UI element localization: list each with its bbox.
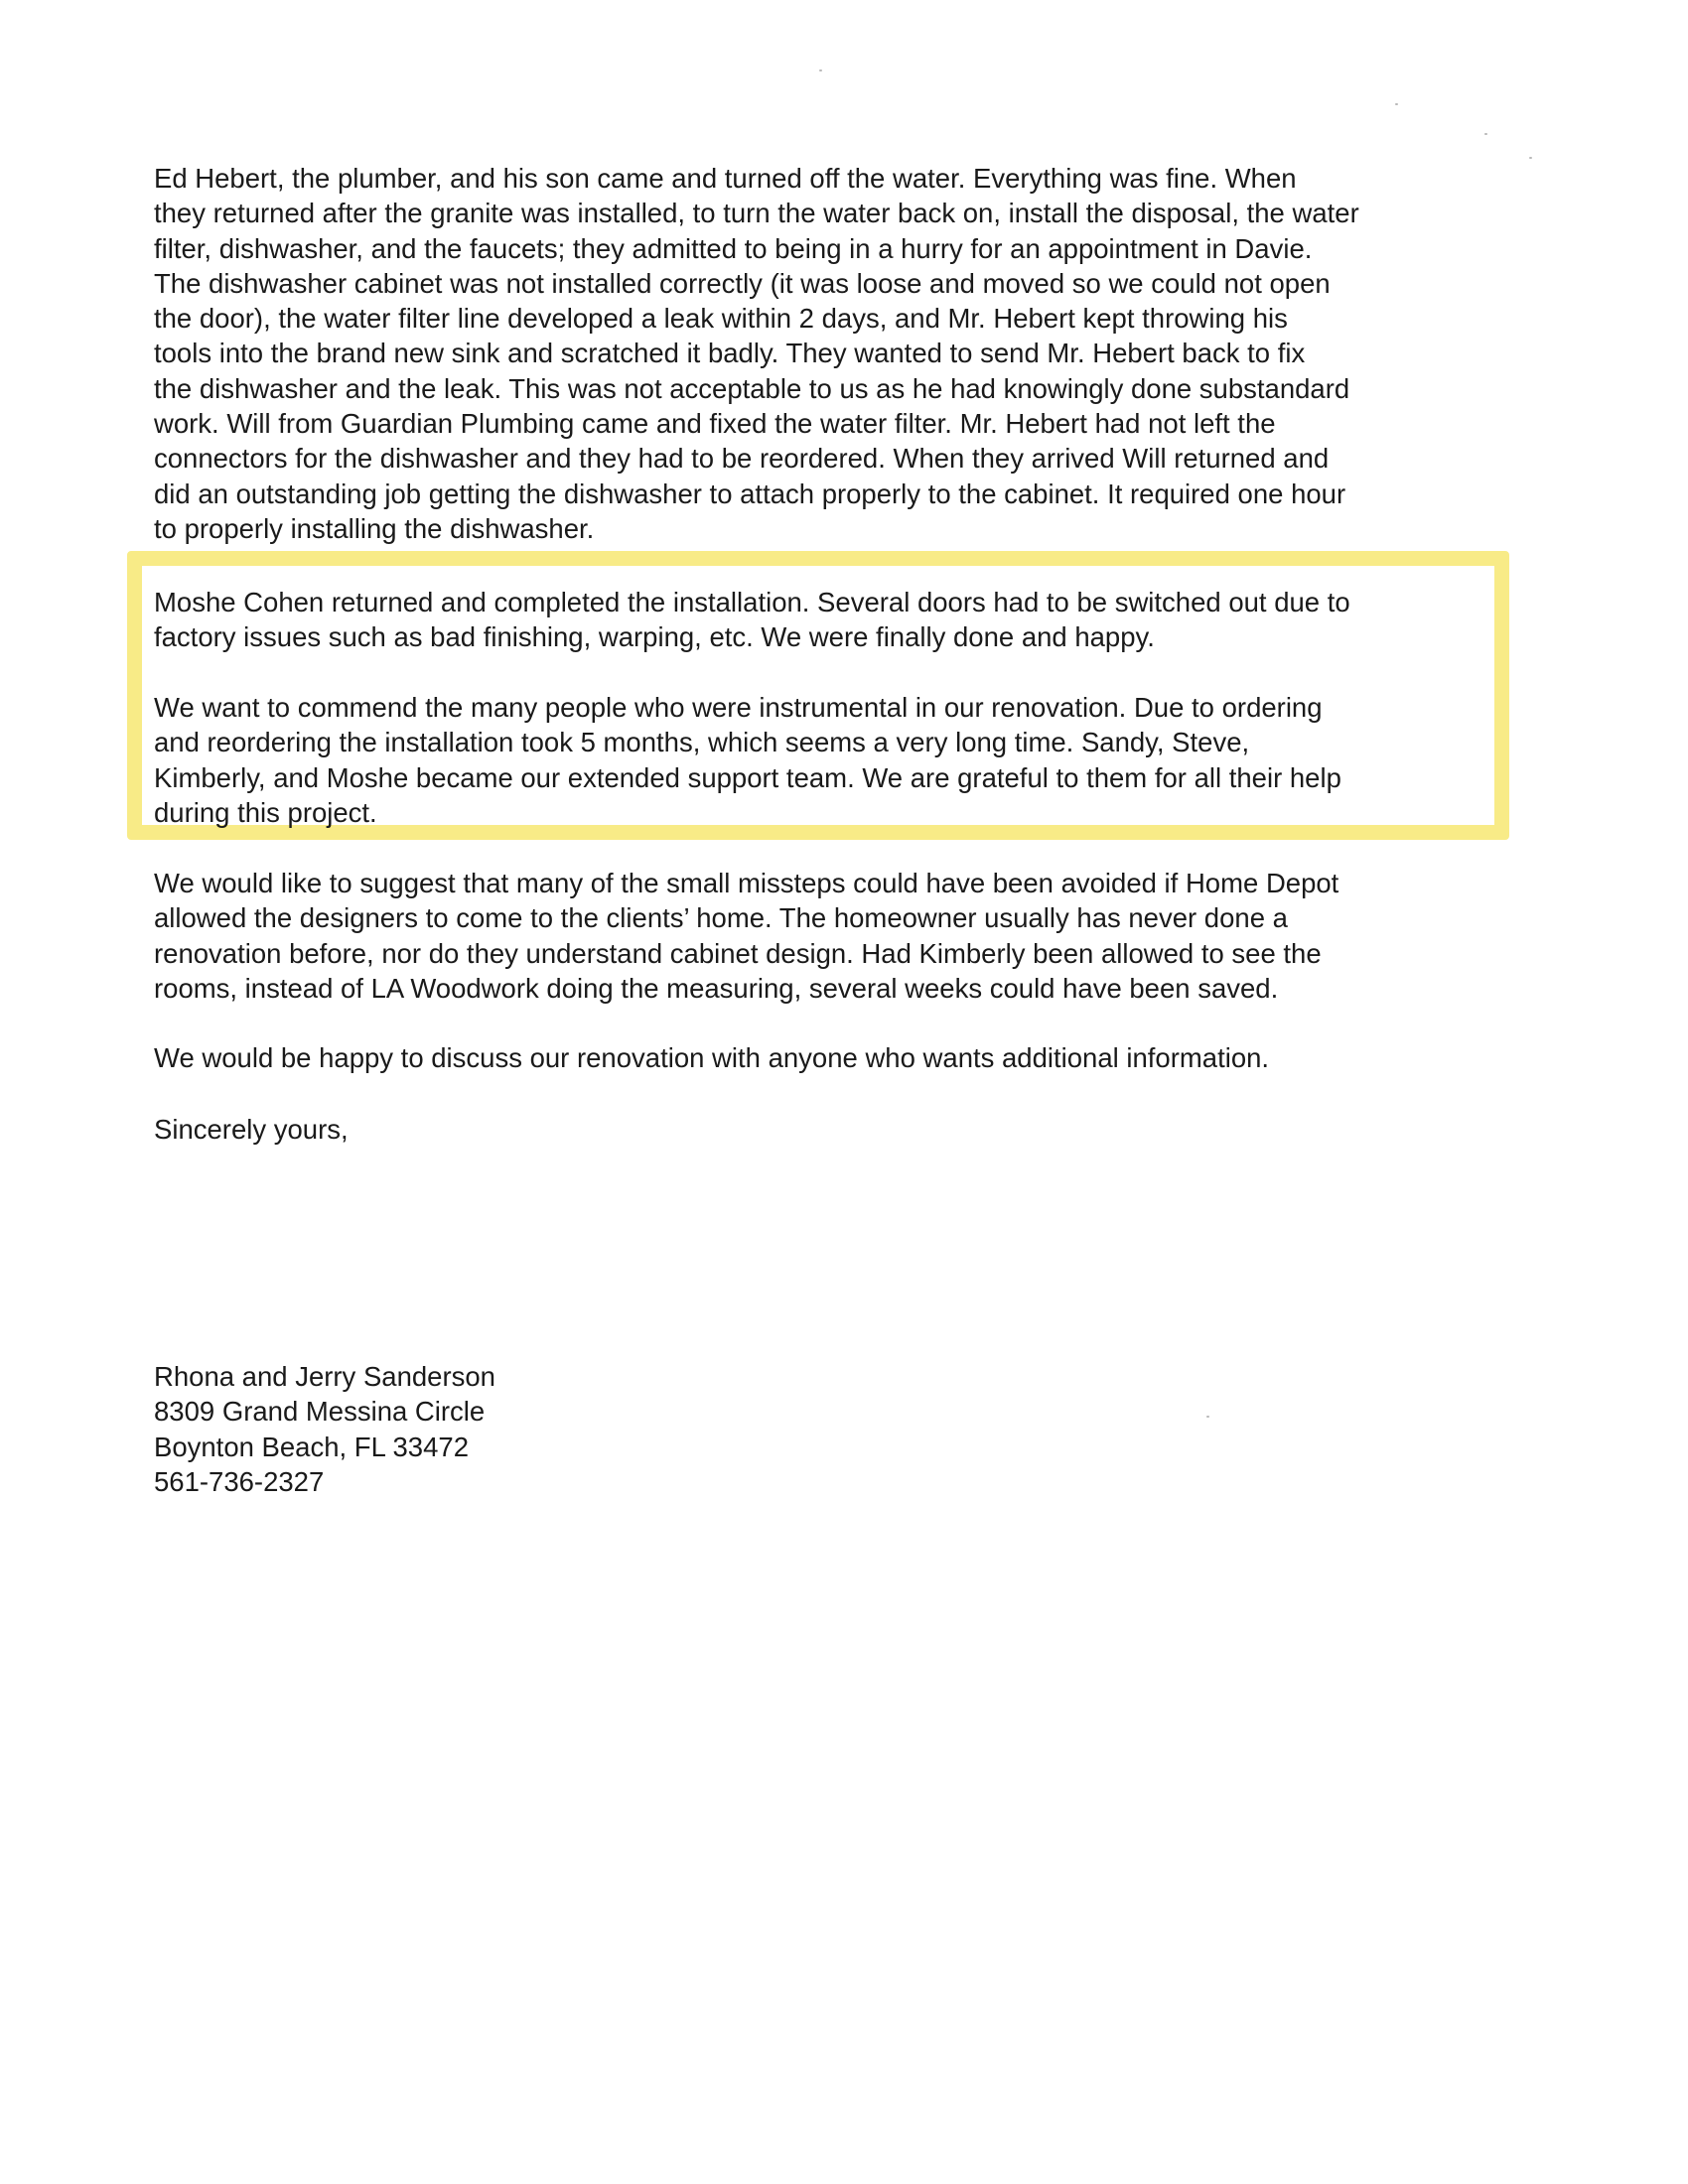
text-line: the dishwasher and the leak. This was not acceptable to us as he had knowingly done substandard bbox=[154, 372, 1350, 404]
text-line: We would be happy to discuss our renovation with anyone who wants additional information. bbox=[154, 1042, 1270, 1073]
scan-speck bbox=[1484, 133, 1487, 135]
text-line: Ed Hebert, the plumber, and his son came and turned off the water. Everything was fine. When bbox=[154, 163, 1297, 194]
text-line: did an outstanding job getting the dishwasher to attach properly to the cabinet. It required one hour bbox=[154, 478, 1346, 509]
paragraph-commend bbox=[154, 690, 1544, 830]
text-line: factory issues such as bad finishing, warping, etc. We were finally done and happy. bbox=[154, 621, 1155, 653]
signer-names: Rhona and Jerry Sanderson bbox=[154, 1361, 495, 1392]
paragraph-installation bbox=[154, 585, 1544, 655]
paragraph-discuss bbox=[154, 1040, 1544, 1075]
text-line: We want to commend the many people who were instrumental in our renovation. Due to ordering bbox=[154, 692, 1323, 723]
text-line: renovation before, nor do they understand cabinet design. Had Kimberly been allowed to see the bbox=[154, 937, 1322, 969]
closing-text: Sincerely yours, bbox=[154, 1114, 349, 1145]
scan-speck bbox=[1206, 1416, 1209, 1418]
street-address: 8309 Grand Messina Circle bbox=[154, 1396, 486, 1428]
text-line: work. Will from Guardian Plumbing came and fixed the water filter. Mr. Hebert had not left the bbox=[154, 408, 1276, 440]
text-line: and reordering the installation took 5 months, which seems a very long time. Sandy, Steve, bbox=[154, 727, 1250, 758]
city-state-zip: Boynton Beach, FL 33472 bbox=[154, 1431, 469, 1462]
scan-speck bbox=[819, 69, 822, 71]
text-line: rooms, instead of LA Woodwork doing the measuring, several weeks could have been saved. bbox=[154, 972, 1279, 1004]
text-line: the door), the water filter line developed a leak within 2 days, and Mr. Hebert kept throwing his bbox=[154, 303, 1288, 335]
phone-number: 561-736-2327 bbox=[154, 1465, 325, 1497]
text-line: Kimberly, and Moshe became our extended support team. We are grateful to them for all their help bbox=[154, 761, 1341, 793]
text-line: during this project. bbox=[154, 796, 377, 828]
text-line: tools into the brand new sink and scratched it badly. They wanted to send Mr. Hebert back to fix bbox=[154, 338, 1306, 369]
text-line: allowed the designers to come to the clients’ home. The homeowner usually has never done a bbox=[154, 902, 1288, 934]
closing bbox=[154, 1112, 1544, 1147]
paragraph-suggest bbox=[154, 866, 1544, 1006]
paragraph-plumber bbox=[154, 161, 1544, 546]
scan-speck bbox=[1529, 157, 1532, 159]
text-line: to properly installing the dishwasher. bbox=[154, 512, 595, 544]
text-line: filter, dishwasher, and the faucets; they admitted to being in a hurry for an appointment in Davie. bbox=[154, 232, 1313, 264]
text-line: they returned after the granite was installed, to turn the water back on, install the disposal, the water bbox=[154, 198, 1359, 229]
scan-speck bbox=[1395, 103, 1398, 105]
text-line: We would like to suggest that many of the small missteps could have been avoided if Home Depot bbox=[154, 868, 1339, 898]
text-line: Moshe Cohen returned and completed the installation. Several doors had to be switched out due to bbox=[154, 587, 1350, 617]
signature-block bbox=[154, 1359, 1544, 1499]
text-line: connectors for the dishwasher and they had to be reordered. When they arrived Will returned and bbox=[154, 443, 1330, 475]
text-line: The dishwasher cabinet was not installed correctly (it was loose and moved so we could not open bbox=[154, 267, 1331, 299]
